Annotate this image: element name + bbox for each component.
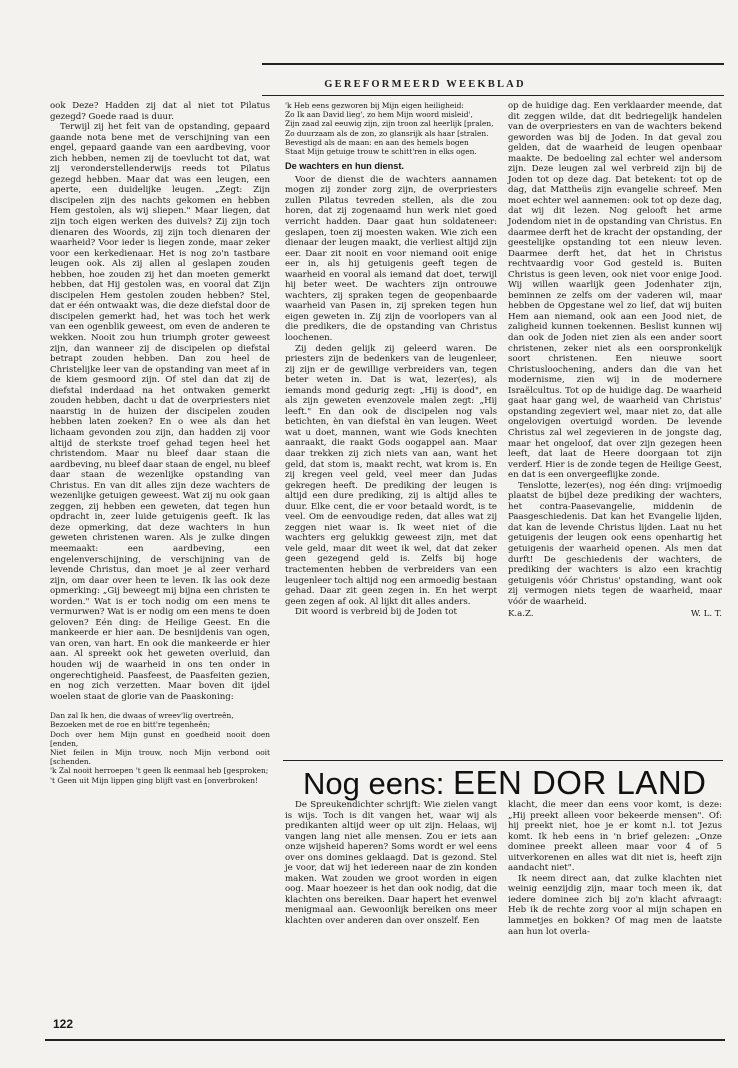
poem-line: 'k Zal nooit herroepen 't geen Ik eenmaal heb [gesproken; [50, 766, 269, 776]
poem-line: 't Geen uit Mijn lippen ging blijft vast en [onverbroken! [50, 775, 258, 785]
article2-paragraph: De Spreukendichter schrijft: Wie zielen vangt is wijs. Toch is dit vangen het, waar wij als predikanten altijd weer op uit zijn. Helaas, wij vangen lang niet alle mensen. Zou er iets aan onze wijsheid haperen? Soms wordt er wel eens over ons domines geklaagd. Dat is gezond. Stel je voor, dat wij het iedereen naar de zin konden maken. Wat zouden we groot worden in eigen oog. Maar hoezeer is het dan ook nodig, dat die klachten ons bereiken. Daar hapert het evenwel menigmaal aan. Gewoonlijk bereiken ons meer klachten over anderen dan over onszelf. Een [285, 800, 497, 927]
poem-line: Bevestigd als de maan: en aan des hemels bogen [285, 137, 469, 147]
bottom-rule [45, 1039, 725, 1041]
right-column [508, 101, 722, 620]
article2-column-1 [285, 800, 497, 927]
left-column [50, 101, 273, 785]
article-signature [508, 609, 722, 620]
page-number: 122 [53, 1017, 74, 1031]
signature-right: W. L. T. [690, 609, 722, 620]
article2-paragraph: klacht, die meer dan eens voor komt, is deze: „Hij preekt alleen voor bekeerde mensen". Of: hij preekt niet, hoe je er komt n.l. tot Jezus komt. Ik heb eens in 'n brief gelezen: „Onze dominee preekt alleen maar voor 4 of 5 uitverkorenen en alles wat dit niet is, heeft zijn aandacht niet". [508, 800, 722, 874]
right-paragraph: op de huidige dag. Een verklaarder meende, dat dit zeggen wilde, dat dit bedriegelijk handelen van de overpriesters en van de wachters bekend geworden was bij de Joden. In dat geval zou gelden, dat de waarheid de leugen openbaar maakte. De bedoeling zal echter wel andersom zijn. Deze leugen zal wel verbreid zijn bij de Joden tot op deze dag. Dat betekent: tot op de dag, dat Mattheüs zijn evangelie schreef. Men moet echter wel aannemen: ook tot op deze dag, dat wij dit lezen. Nog gelooft het arme Jodendom niet in de opstanding van Christus. En daarmee derft het de kracht der opstanding, der geestelijke opstanding tot een nieuw leven. Daarmee derft het, dat het in Christus rechtvaardig voor God gesteld is. Buiten Christus is geen leven, ook niet voor enige Jood. Wij willen waarlijk geen Jodenhater zijn, beminnen ze zelfs om der vaderen wil, maar hebben de Opgestane wel zo lief, dat wij buiten Hem aan niemand, ook aan een Jood niet, de zaligheid kunnen toekennen. Beslist kunnen wij dan ook de Joden niet zien als een ander soort christenen, zeker niet als een oorspronkelijk soort christenen. Een nieuwe soort Christusloochening, anders dan die van het modernisme, zien wij in de modernere Israëlcultus. Tot op de huidige dag. De waarheid gaat haar gang wel, de waarheid van Christus' opstanding zegeviert wel, maar niet zo, dat alle ongelovigen overtuigd worden. De levende Christus zal wel zegevieren in de jongste dag, maar het ongeloof, dat over zijn gezegen heen leeft, dat laat de Heere doorgaan tot zijn verderf. Hier is de zonde tegen de Heilige Geest, en dat is een onvergeeflijke zonde. [508, 101, 722, 481]
top-rule [262, 63, 724, 65]
poem-line: Zijn zaad zal eeuwig zijn, zijn troon zal heerlijk [pralen, [285, 119, 494, 129]
middle-paragraph: Zij deden gelijk zij geleerd waren. De priesters zijn de bedenkers van de leugenleer, zij zijn er de gewillige verbreiders van, tegen beter weten in. Dat is wat, lezer(es), als iemands mond gedurig zegt: „Hij is dood", en als zijn geweten evenzovele malen zegt: „Hij leeft." En dan ook de discipelen nog vals betichten, èn van diefstal èn van leugen. Weet wat u doet, mannen, want wie Gods knechten aanraakt, die raakt Gods oogappel aan. Maar daar trekken zij zich niets van aan, want het geld, dat stom is, maakt recht, wat krom is. En zij kregen veel geld, veel meer dan Judas gekregen heeft. De prediking der leugen is altijd een dure prediking, zij is altijd alles te duur. Elke cent, die er voor betaald wordt, is te veel. Om de eenvoudige reden, dat alles wat zij zeggen niet waar is. Ik weet niet of die wachters erg gelukkig geweest zijn, met dat vele geld, maar dit weet ik wel, dat dat zeker geen gezegend geld is. Zelfs bij hoge tractementen hebben de verbreiders van een leugenleer toch altijd nog een armoedig bestaan gehad. Daar zit geen zegen in. En het werpt geen zegen af ook. Al lijkt dit alles anders. [285, 343, 497, 607]
left-paragraph: ook Deze? Hadden zij dat al niet tot Pilatus gezegd? Goede raad is duur. [50, 101, 270, 122]
middle-poem [285, 101, 497, 156]
poem-line: Doch over hem Mijn gunst en goedheid nooit doen [enden, [50, 729, 273, 748]
poem-line: Niet feilen in Mijn trouw, noch Mijn verbond ooit [schenden. [50, 747, 273, 767]
left-poem [50, 711, 273, 785]
poem-line: Dan zal Ik hen, die dwaas of wreev'lig overtreên, [50, 711, 234, 721]
header-rule [262, 95, 724, 96]
article2-paragraph: Ik neem direct aan, dat zulke klachten niet weinig eenzijdig zijn, maar toch meen ik, dat iedere dominee zich bij zo'n klacht afvraagt: Heb ik de rechte zorg voor al mijn schapen en lammetjes en bokken? Of mag men de laatste aan hun lot overla- [508, 873, 722, 937]
middle-column [285, 101, 497, 618]
poem-line: Zo Ik aan David lieg', zo hem Mijn woord misleid', [285, 110, 473, 120]
article-title [303, 764, 707, 801]
right-paragraph: Tenslotte, lezer(es), nog één ding: vrijmoedig plaatst de bijbel deze prediking der wachters, het contra-Paasevangelie, middenin de Paasgeschiedenis. Dat kan het Evangelie lijden, dat kan de levende Christus lijden. Laat nu het getuigenis der leugen ook eens openhartig het getuigenis der waarheid openen. Als men dat durft! De geschiedenis der wachters, de prediking der wachters is alzo een krachtig getuigenis vóór Christus' opstanding, want ook zij vermogen niets tegen de waarheid, maar vóór de waarheid. [508, 480, 722, 607]
page-header: GEREFORMEERD WEEKBLAD [324, 79, 526, 90]
poem-line: Zo duurzaam als de zon, zo glansrijk als haar [stralen. [285, 128, 489, 138]
poem-line: Bezoeken met de roe en bitt're tegenheên; [50, 720, 211, 730]
article-title-prefix: Nog eens: [303, 766, 453, 801]
section-subheading: De wachters en hun dienst. [285, 161, 404, 172]
article2-column-2 [508, 800, 722, 937]
left-paragraph: Terwijl zij het feit van de opstanding, gepaard gaande nota bene met de verschijning van een engel, gepaard gaande van een aardbeving, voor zich hebben, nemen zij de toevlucht tot dat, wat zij veronderstellenderwijs reeds tot Pilatus gezegd hebben. Maar dat was een leugen, een aperte, een duidelijke leugen. „Zegt: Zijn discipelen zijn des nachts gekomen en hebben Hem gestolen, als wij sliepen." Maar liegen, dat zijn toch eigen werken des duivels? Zij zijn toch dienaren des Woords, zij zijn toch dienaren der waarheid? Voor ieder is liegen zonde, maar zeker voor een kerkedienaar. Het is nog zo'n tastbare leugen ook. Als zij allen al geslapen zouden hebben, hoe zouden zij het dan moeten gemerkt hebben, dat Hij gestolen was, en vooral dat Zijn discipelen Hem gestolen zouden hebben? Stel, dat er één ontwaakt was, die deze diefstal door de discipelen gemerkt had, het was toch het werk van een ogenblik geweest, om even de anderen te wekken. Nooit zou hun triumph groter geweest zijn, dan wanneer zij de discipelen op diefstal betrapt zouden hebben. Dan zou heel de Christelijke leer van de opstanding van meet af in de kiem gesmoord zijn. Of stel dan dat zij de diefstal inderdaad na het ontwaken gemerkt zouden hebben, dacht u dat de overpriesters niet naarstig in de huizen der discipelen zouden hebben laten zoeken? En o wee als dan het lichaam gevonden zou zijn, dan hadden zij voor altijd de sterkste troef gehad tegen heel het christendom. Maar nu bleef daar staan die aardbeving, nu bleef daar staan de engel, nu bleef daar staan de wezenlijke opstanding van Christus. En van dit alles zijn deze wachters de wezenlijke getuigen geweest. Wat zij nu ook gaan zeggen, zij hebben een geweten, dat tegen hun opdracht in, zeer luide getuigenis geeft. Ik las deze opmerking, dat deze wachters in hun geweten christenen waren. Als je zulke dingen meemaakt: een aardbeving, een engelenverschijning, de verschijning van de levende Christus, dan moet je al zeer verhard zijn, om daar over heen te leven. Ik las ook deze opmerking: „Gij beweegt mij bijna een christen te worden." Wat is er toch nodig om een mens te vermurwen? Wat is er nodig om een mens te doen geloven? Eén ding: de Heilige Geest. En die mankeerde er hier aan. De besnijdenis van ogen, van oren, van hart. En ook die mankeerde er hier aan. Al spreekt ook het geweten overluid, dan houden wij de waarheid in ons ten onder in ongerechtigheid. Paasfeest, de Paasfeiten gezien, en nog zich verzetten. Maar boven dit ijdel woelen staat de glorie van de Paaskoning: [50, 122, 270, 702]
signature-left: K.a.Z. [508, 609, 534, 620]
middle-paragraph: Voor de dienst die de wachters aannamen mogen zij zonder zorg zijn, de overpriesters zullen Pilatus tevreden stellen, als die zou horen, dat zij zogenaamd hun werk niet goed verricht hadden. Daar gaat hun soldateneer: geslapen, toen zij moesten waken. Wie zich een dienaar der leugen maakt, die verliest altijd zijn eer. Daar zit nooit en voor niemand ooit enige eer in, als hij getuigenis geeft tegen de waarheid en vooral als iemand dat doet, terwijl hij beter weet. De wachters zijn ontrouwe wachters, zij spraken tegen de geopenbaarde waarheid van Pasen in, zij spreken tegen hun eigen geweten in. Zij zijn de voorlopers van al die predikers, die de opstanding van Christus loochenen. [285, 174, 497, 343]
article-separator-rule [283, 760, 723, 761]
poem-line: 'k Heb eens gezworen bij Mijn eigen heiligheid: [285, 101, 464, 110]
article-title-main: EEN DOR LAND [452, 764, 707, 801]
poem-line: Staat Mijn getuige trouw te schitt'ren in elks ogen. [285, 147, 477, 157]
middle-paragraph: Dit woord is verbreid bij de Joden tot [295, 607, 458, 618]
